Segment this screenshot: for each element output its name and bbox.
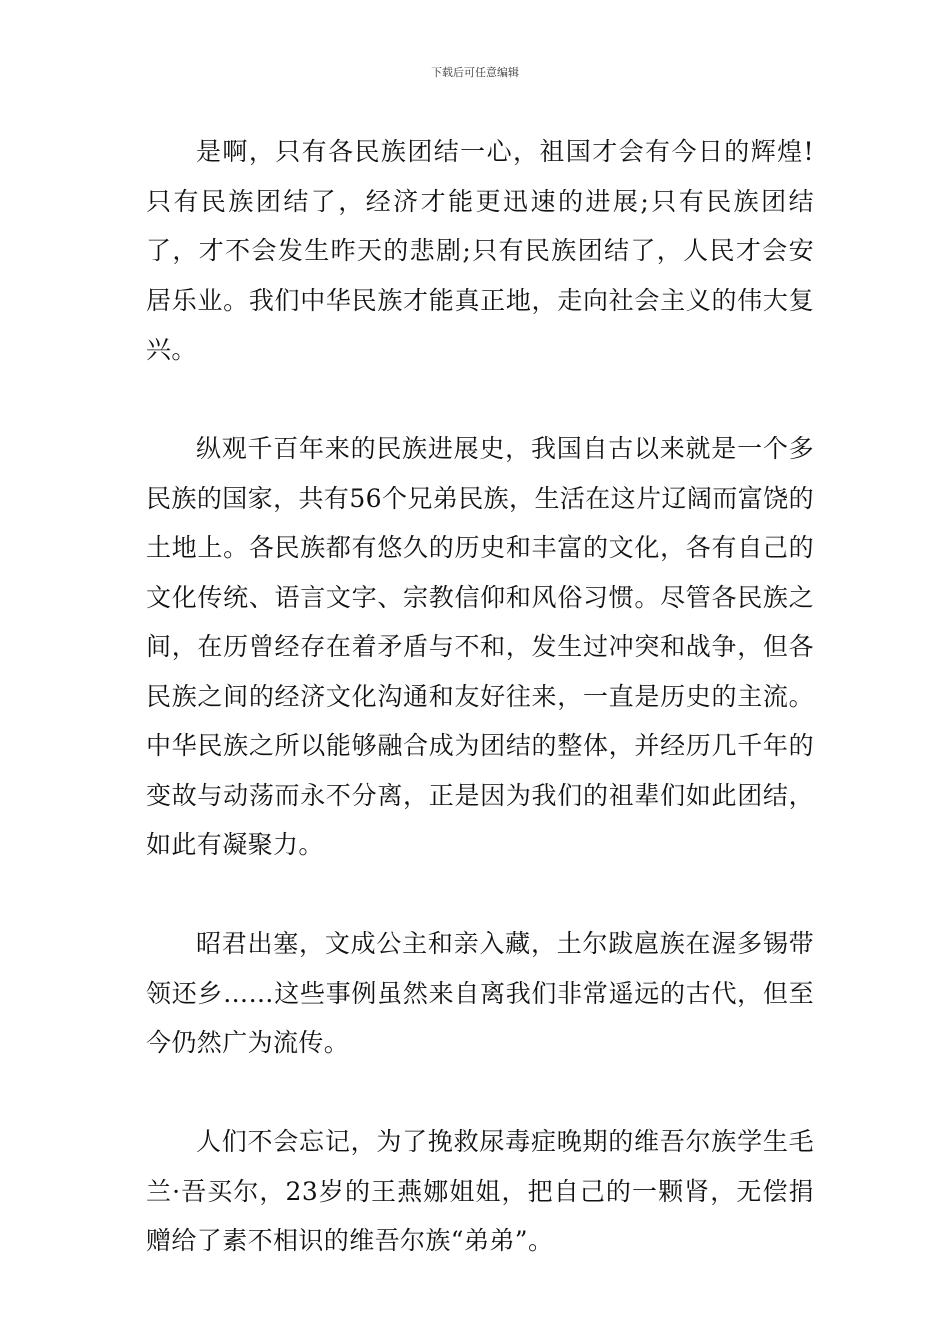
document-body [146,127,814,1266]
paragraph-2: 纵观千百年来的民族进展史，我国自古以来就是一个多民族的国家，共有56个兄弟民族，生活在这片辽阔而富饶的土地上。各民族都有悠久的历史和丰富的文化，各有自己的文化传统、语言文字、宗教信仰和风俗习惯。尽管各民族之间，在历曾经存在着矛盾与不和，发生过冲突和战争，但各民族之间的经济文化沟通和友好往来，一直是历史的主流。中华民族之所以能够融合成为团结的整体，并经历几千年的变故与动荡而永不分离，正是因为我们的祖辈们如此团结，如此有凝聚力。 [146,434,814,859]
paragraph-1: 是啊，只有各民族团结一心，祖国才会有今日的辉煌!只有民族团结了，经济才能更迅速的进展;只有民族团结了，才不会发生昨天的悲剧;只有民族团结了，人民才会安居乐业。我们中华民族才能真正地，走向社会主义的伟大复兴。 [146,137,814,364]
paragraph-4: 人们不会忘记，为了挽救尿毒症晚期的维吾尔族学生毛兰·吾买尔，23岁的王燕娜姐姐，把自己的一颗肾，无偿捐赠给了素不相识的维吾尔族“弟弟”。 [146,1127,814,1255]
page-header: 下载后可任意编辑 [431,66,519,79]
paragraph-3: 昭君出塞，文成公主和亲入藏，土尔跋扈族在渥多锡带领还乡……这些事例虽然来自离我们非常遥远的古代，但至今仍然广为流传。 [146,929,814,1057]
